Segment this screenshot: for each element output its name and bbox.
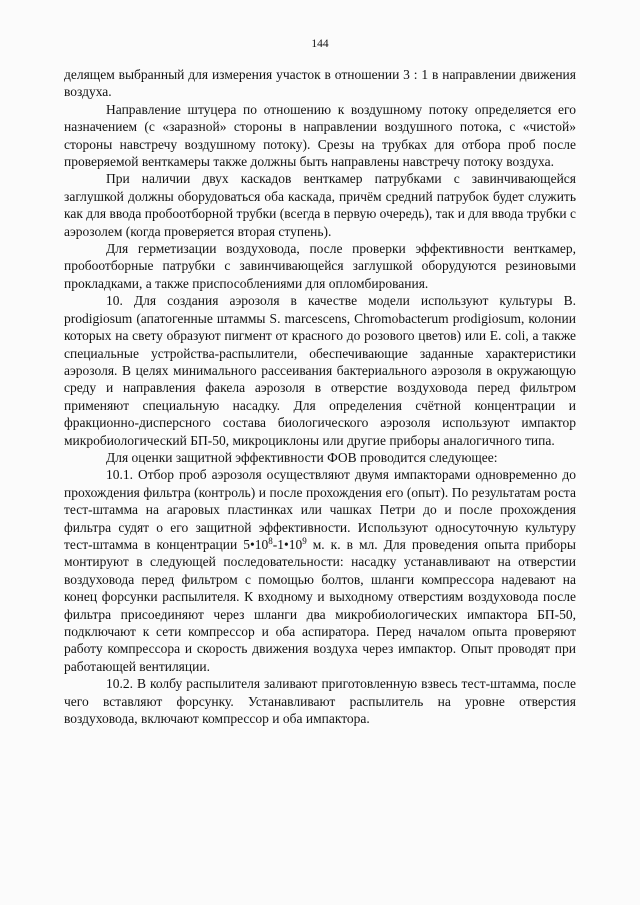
page-number: 144 — [311, 38, 329, 50]
exponent-9: 9 — [302, 535, 307, 546]
paragraph-section-10-1 — [64, 466, 576, 675]
exponent-8: 8 — [268, 535, 273, 546]
paragraph-nozzle-direction: Направление штуцера по отношению к воздушному потоку определяется его назначением (с «заразной» стороны в направлении воздушного потока, с «чистой» стороны навстречу воздушному потоку). Срезы на трубках для отбора проб после проверяемой венткамеры также должны быть направлены навстречу потоку воздуха. — [64, 101, 576, 170]
section-10-1-text-before: 10.1. Отбор проб аэрозоля осуществляют двумя импакторами одновременно до прохождения фильтра (контроль) и после прохождения его (опыт). По результатам роста тест-штамма на агаровых пластинках или чашках Петри до и после прохождения фильтра судят о его защитной эффективности. Используют односуточную культуру тест-штамма в концентрации 5•10 — [64, 467, 576, 552]
section-10-1-text-after: м. к. в мл. Для проведения опыта приборы монтируют в следующей последовательности: насадку устанавливают на отверстии воздуховода перед фильтром с помощью болтов, шланги компрессора надевают на конец форсунки распылителя. К входному и выходному отверстиям воздуховода после фильтра присоединяют через шланги два микробиологических импактора БП-50, подключают к сети компрессор и оба аспиратора. Перед началом опыта проверяют работу компрессора и скорость движения воздуха через импактор. Опыт проводят при работающей вентиляции. — [64, 536, 576, 674]
paragraph-evaluation-intro: Для оценки защитной эффективности ФОВ проводится следующее: — [106, 449, 498, 465]
paragraph-continuation: делящем выбранный для измерения участок в отношении 3 : 1 в направлении движения воздуха. — [64, 67, 576, 100]
document-body — [64, 66, 576, 727]
paragraph-section-10: 10. Для создания аэрозоля в качестве модели используют культуры B. prodigiosum (апатогенные штаммы S. marcescens, Chromobacterum prodigiosum, колонии которых на свету образуют пигмент от красного до розового цветов) или E. coli, а также специальные устройства-распылители, обеспечивающие заданные характеристики аэрозоля. В целях минимального рассеивания бактериального аэрозоля в окружающую среду и направления факела аэрозоля в отверстие воздуховода перед фильтром применяют специальную насадку. Для определения счётной концентрации и фракционно-дисперсного состава биологического аэрозоля используют импактор микробиологический БП-50, микроциклоны или другие приборы аналогичного типа. — [64, 293, 576, 448]
paragraph-two-cascades: При наличии двух каскадов венткамер патрубками с завинчивающейся заглушкой должны оборудоваться оба каскада, причём средний патрубок будет служить как для ввода пробоотборной трубки (всегда в первую очередь), так и для ввода трубки с аэрозолем (когда проверяется вторая ступень). — [64, 171, 576, 239]
paragraph-sealing: Для герметизации воздуховода, после проверки эффективности венткамер, пробоотборные патрубки с завинчивающейся заглушкой оборудуются резиновыми прокладками, а также приспособлениями для опломбирования. — [64, 241, 576, 291]
section-10-1-text-middle: -1•10 — [272, 536, 303, 552]
paragraph-section-10-2: 10.2. В колбу распылителя заливают приготовленную взвесь тест-штамма, после чего вставляют форсунку. Устанавливают распылитель на уровне отверстия воздуховода, включают компрессор и оба импактора. — [64, 676, 576, 727]
